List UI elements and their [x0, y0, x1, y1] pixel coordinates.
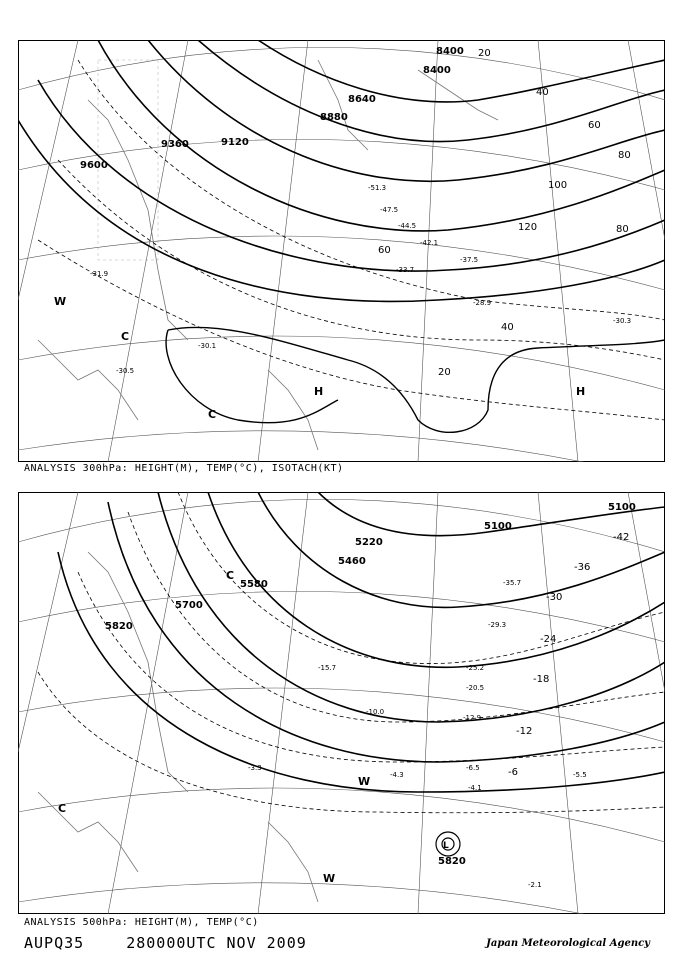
temp-label: -47.5 [380, 206, 399, 214]
cold-center: C [208, 408, 217, 421]
isotach-label: 100 [548, 180, 568, 191]
map-500hpa-panel [18, 492, 665, 914]
temp-contour-label: -36 [574, 562, 591, 573]
height-label: 9360 [161, 139, 189, 150]
height-label: 5100 [608, 502, 636, 513]
temp-label: -33.7 [396, 266, 415, 274]
map-300hpa-svg [18, 40, 665, 462]
station-value: -5.5 [573, 771, 587, 779]
height-label: 5820 [438, 856, 466, 867]
agency-name: Japan Meteorological Agency [486, 938, 650, 949]
cold-center: C [58, 802, 67, 815]
height-label: 5460 [338, 556, 366, 567]
isotach-label: 40 [536, 87, 549, 98]
station-value: -4.3 [390, 771, 404, 779]
height-label: 9600 [80, 160, 108, 171]
temp-label: -30.1 [198, 342, 217, 350]
isotach-label: 120 [518, 222, 538, 233]
caption-300hpa: ANALYSIS 300hPa: HEIGHT(M), TEMP(°C), ISOTACH(KT) [24, 463, 344, 474]
height-label: 8880 [320, 112, 348, 123]
chart-code: AUPQ35 [24, 934, 85, 952]
temp-contour-label: -30 [546, 592, 563, 603]
height-label: 5580 [240, 579, 268, 590]
isotach-label: 20 [478, 48, 491, 59]
station-value: -29.3 [488, 621, 507, 629]
high-center: H [314, 385, 324, 398]
station-value: -20.5 [466, 684, 485, 692]
isotach-label: 80 [618, 150, 631, 161]
height-label: 8400 [436, 46, 464, 57]
station-value: -2.1 [528, 881, 542, 889]
temp-label: -30.3 [613, 317, 632, 325]
cold-center: C [226, 569, 235, 582]
station-value: -10.0 [366, 708, 385, 716]
isotach-label: 60 [588, 120, 601, 131]
station-value: -12.9 [463, 714, 482, 722]
height-label: 9120 [221, 137, 249, 148]
low-center: L [443, 841, 449, 851]
caption-500hpa: ANALYSIS 500hPa: HEIGHT(M), TEMP(°C) [24, 917, 259, 928]
temp-label: -31.9 [90, 270, 109, 278]
temp-label: -37.5 [460, 256, 479, 264]
footer-code [24, 934, 339, 952]
station-value: -6.5 [466, 764, 480, 772]
isotach-label: 80 [616, 224, 629, 235]
temp-label: -42.1 [420, 239, 439, 247]
temp-label: -51.3 [368, 184, 387, 192]
height-label: 5700 [175, 600, 203, 611]
station-value: -25.2 [466, 664, 485, 672]
temp-contour-label: -24 [540, 634, 557, 645]
temp-label: -44.5 [398, 222, 417, 230]
temp-label: -30.5 [116, 367, 135, 375]
station-value: -3.3 [248, 764, 262, 772]
temp-contour-label: -18 [533, 674, 550, 685]
warm-center: W [358, 775, 371, 788]
temp-contour-label: -42 [613, 532, 630, 543]
isotach-label: 40 [501, 322, 514, 333]
temp-label: -28.9 [473, 299, 492, 307]
height-label: 5100 [484, 521, 512, 532]
height-label: 5220 [355, 537, 383, 548]
valid-time: 280000UTC NOV 2009 [126, 934, 307, 952]
high-center: H [576, 385, 586, 398]
cold-center: C [121, 330, 130, 343]
station-value: -4.1 [468, 784, 482, 792]
height-label: 5820 [105, 621, 133, 632]
station-value: -15.7 [318, 664, 337, 672]
map-500hpa-svg [18, 492, 665, 914]
height-label: 8640 [348, 94, 376, 105]
warm-center: W [54, 295, 67, 308]
temp-contour-label: -12 [516, 726, 533, 737]
isotach-label: 20 [438, 367, 451, 378]
station-value: -35.7 [503, 579, 522, 587]
warm-center: W [323, 872, 336, 885]
height-label: 8400 [423, 65, 451, 76]
temp-contour-label: -6 [508, 767, 518, 778]
map-300hpa-panel [18, 40, 665, 462]
isotach-label: 60 [378, 245, 391, 256]
